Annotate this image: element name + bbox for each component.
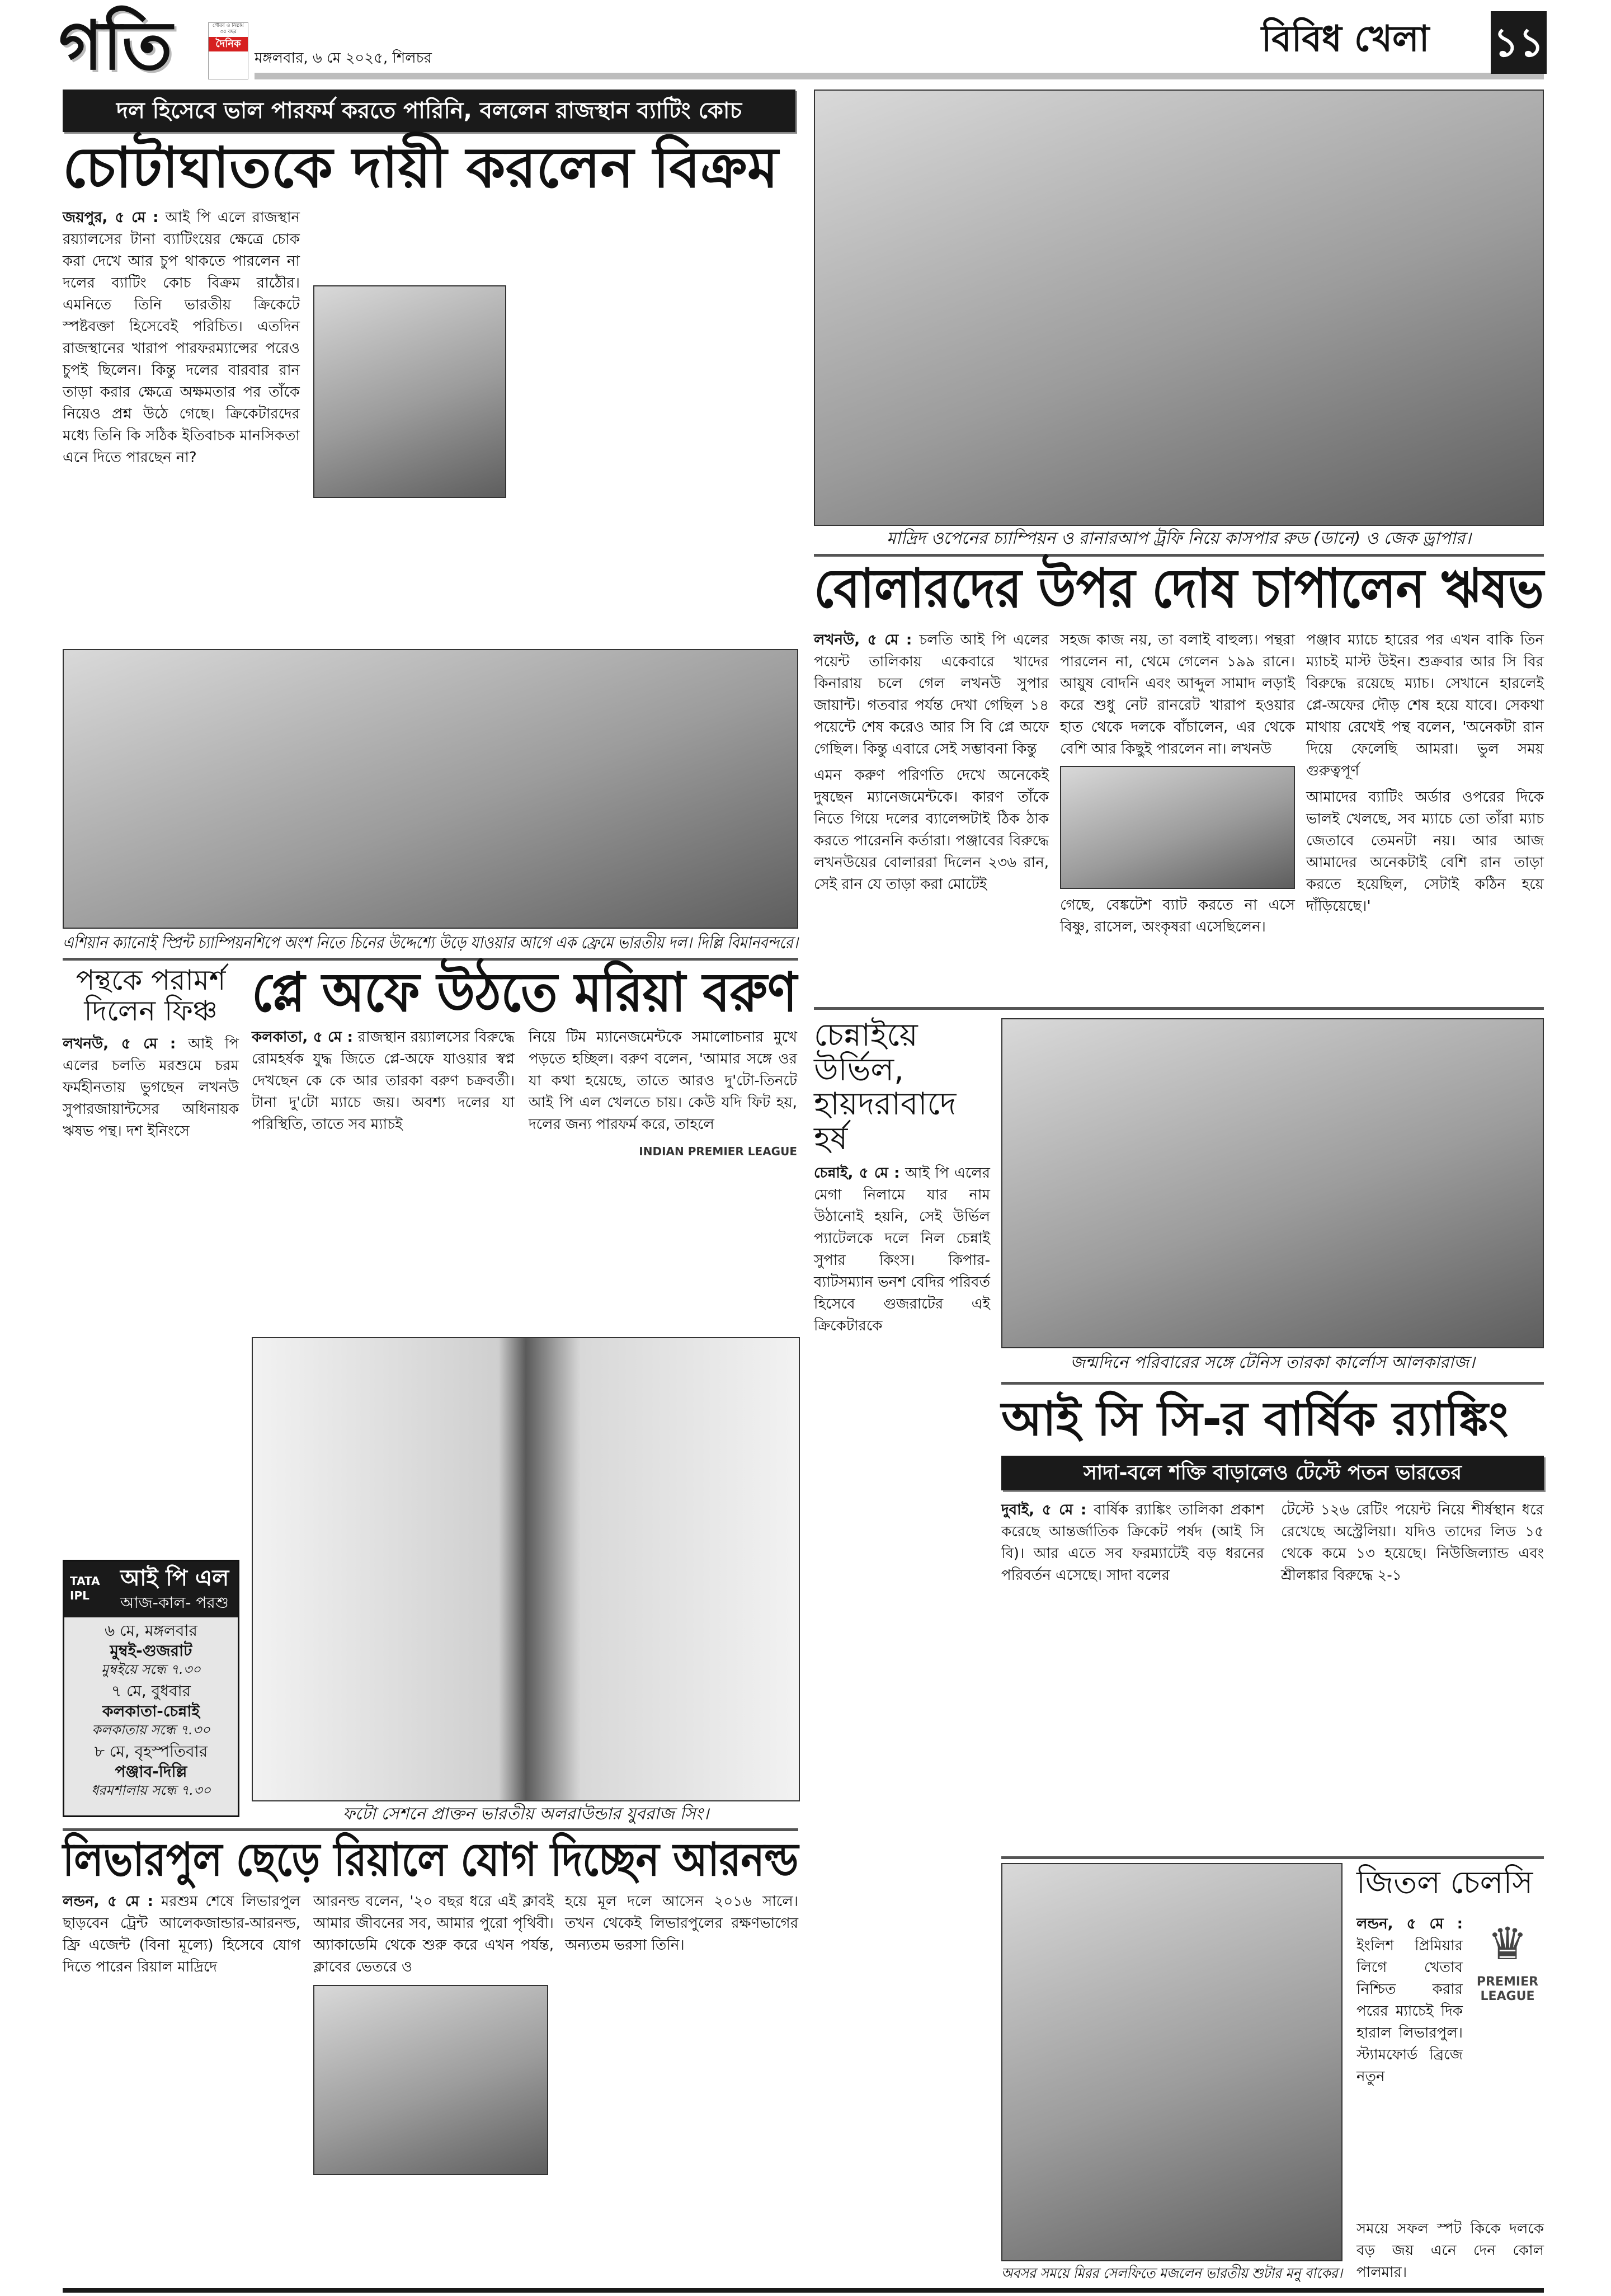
photo-vikram-rathour bbox=[313, 285, 506, 498]
story-urvil bbox=[814, 1018, 990, 1337]
divider bbox=[814, 554, 1544, 557]
photo-caption-text: মাদ্রিদ ওপেনের চ্যাম্পিয়ন ও রানারআপ ট্রফি নিয়ে কাসপার রুড (ডানে) ও জেক ড্রাপার। bbox=[887, 529, 1471, 548]
section-title bbox=[1261, 17, 1480, 62]
article-col-3 bbox=[565, 1891, 798, 1956]
article-text: ইংলিশ প্রিমিয়ার লিগে খেতাব নিশ্চিত করার পরের ম্যাচেই দিক হারাল লিভারপুল। স্ট্যামফোর্ড ব্রিজে নতুন bbox=[1356, 1937, 1463, 2085]
tagline: গৌরব ও নিষ্ঠায় ৩৫ বছর bbox=[212, 23, 244, 35]
article-text: সহজ কাজ নয়, তা বলাই বাহুল্য। পন্থরা পারলেন না, থেমে গেলেন ১৯৯ রানে। আয়ুষ বোদনি এবং আব্দুল সামাদ লড়াই করে শুধু নেট রানরেট খারাপ হওয়ার হাত থেকে দলকে বাঁচালেন, এর থেকে বেশি আর কিছুই পারলেন না। লখনউ bbox=[1060, 632, 1295, 758]
ipl-league-logo: INDIAN PREMIER LEAGUE bbox=[639, 1145, 797, 1158]
photo-caption bbox=[1001, 2265, 1342, 2283]
headline-text: চোটাঘাতকে দায়ী করলেন বিক্রম bbox=[63, 135, 779, 200]
article-dateline: কলকাতা, ৫ মে : bbox=[252, 1029, 354, 1046]
ipl-box-subtitle bbox=[120, 1593, 232, 1613]
headline-pant: পন্থকে পরামর্শ দিলেন ফিঞ্চ bbox=[76, 964, 226, 1027]
article-col-3 bbox=[1306, 629, 1544, 918]
article-dateline: লখনউ, ৫ মে : bbox=[814, 632, 912, 648]
article-text: রাজস্থান রয়্যালসের বিরুদ্ধে রোমহর্ষক যুদ্ধ জিতে প্লে-অফে যাওয়ার স্বপ্ন দেখছেন কে কে আর তারকা বরুণ চক্রবর্তী। টানা দু'টো ম্যাচে জয়। অবশ্য দলের যা পরিস্থিতি, তাতে সব ম্যাচই bbox=[252, 1029, 515, 1133]
article-text: এমন করুণ পরিণতি দেখে অনেকেই দুষছেন ম্যানেজমেন্টকে। কারণ তাঁকে নিতে গিয়ে দলের ব্যালেন্সটাই ঠিক ঠাক করতে পারেননি কর্তারা। পঞ্জাবের বিরুদ্ধে লখনউয়ের বোলাররা দিলেন ২৩৬ রান, সেই রান যে তাড়া করা মোটেই bbox=[814, 767, 1049, 893]
ipl-fixtures-box bbox=[63, 1560, 239, 1817]
subhead-banner bbox=[1001, 1456, 1544, 1490]
photo-caption bbox=[1001, 1353, 1544, 1373]
ipl-box-title bbox=[120, 1565, 232, 1592]
article-body-chelsea bbox=[1356, 1913, 1463, 2088]
article-text: আই পি এলে রাজস্থান রয়্যালসের টানা ব্যাটিংয়ের ক্ষেত্রে চোক করা দেখে আর চুপ থাকতে পারলেন না দলের ব্যাটিং কোচ বিক্রম রাঠৌর। এমনিতে তিনি ভারতীয় ক্রিকেটে স্পষ্টবক্তা হিসেবেই পরিচিত। এতদিন রাজস্থানের খারাপ পারফরম্যান্সের পরেও চুপই ছিলেন। কিন্তু দলের বারবার রান তাড়া করার ক্ষেত্রে অক্ষমতার পর তাঁকে নিয়েও প্রশ্ন উঠে গেছে। ক্রিকেটারদের মধ্যে তিনি কি সঠিক ইতিবাচক মানসিকতা এনে দিতে পারছেন না? bbox=[63, 209, 300, 466]
article-text: মরশুম শেষে লিভারপুল ছাড়বেন ট্রেন্ট আলেকজান্ডার-আরনল্ড, ফ্রি এজেন্ট (বিনা মূল্যে) হিসেবে যোগ দিতে পারেন রিয়াল মাদ্রিদে bbox=[63, 1893, 300, 1975]
headline-text: জিতল চেলসি bbox=[1356, 1865, 1533, 1901]
article-body-vikram bbox=[63, 207, 300, 469]
photo-yuvraj-singh bbox=[252, 1337, 800, 1801]
dateline bbox=[255, 49, 590, 67]
fixture-match: পঞ্জাব-দিল্লি bbox=[115, 1762, 187, 1781]
photo-alexander-arnold bbox=[313, 1985, 548, 2175]
headline-icc bbox=[1001, 1393, 1544, 1445]
ipl-box-title-text: আই পি এল bbox=[120, 1565, 229, 1591]
article-col-1 bbox=[63, 1891, 300, 1978]
article-dateline: জয়পুর, ৫ মে : bbox=[63, 209, 159, 226]
story-pant bbox=[63, 965, 239, 1142]
photo-caption bbox=[63, 933, 798, 953]
fixture bbox=[64, 1681, 238, 1738]
premier-league-logo bbox=[1471, 1913, 1544, 2004]
article-col-2 bbox=[1281, 1499, 1544, 1587]
footer-rule bbox=[63, 2288, 1544, 2293]
photo-madrid-open bbox=[814, 90, 1544, 526]
fixture bbox=[64, 1621, 238, 1678]
lion-icon: ♛ bbox=[1487, 1918, 1528, 1970]
fixture-time: মুম্বইয়ে সন্ধে ৭.৩০ bbox=[101, 1662, 201, 1677]
article-col-1 bbox=[252, 1027, 515, 1136]
divider bbox=[1001, 1856, 1544, 1859]
dainik-badge bbox=[208, 22, 248, 79]
article-text: চলতি আই পি এলের পয়েন্ট তালিকায় একেবারে খাদের কিনারায় চলে গেল লখনউ সুপার জায়ান্ট। গতবার পর্যন্ত দেখা গেছিল ১৪ পয়েন্টে শেষ করেও আর সি বি প্লে অফে গেছিল। কিন্তু এবারে সেই সম্ভাবনা কিন্তু bbox=[814, 632, 1049, 758]
photo-caption-text: জন্মদিনে পরিবারের সঙ্গে টেনিস তারকা কার্লোস আলকারাজ। bbox=[1070, 1353, 1475, 1372]
divider bbox=[63, 958, 798, 961]
article-text: আরনল্ড বলেন, '২০ বছর ধরে এই ক্লাবই আমার জীবনের সব, আমার পুরো পৃথিবী। অ্যাকাডেমি থেকে শুরু করে এখন পর্যন্ত, ক্লাবের ভেতরে ও bbox=[313, 1893, 554, 1975]
headline-text: প্লে অফে উঠতে মরিয়া বরুণ bbox=[252, 961, 797, 1024]
photo-caption-text: ফটো সেশনে প্রাক্তন ভারতীয় অলরাউন্ডার যুবরাজ সিং। bbox=[342, 1804, 709, 1824]
article-dateline: লন্ডন, ৫ মে : bbox=[1356, 1916, 1463, 1932]
article-col-1 bbox=[1001, 1499, 1264, 1587]
headline-varun bbox=[252, 963, 797, 1023]
fixture bbox=[64, 1742, 238, 1799]
headline-vikram bbox=[63, 137, 798, 199]
dainik-label bbox=[209, 37, 248, 51]
headline-text: বোলারদের উপর দোষ চাপালেন ঋষভ bbox=[814, 557, 1544, 620]
premier-league-wordmark: PREMIER LEAGUE bbox=[1476, 1975, 1539, 2003]
article-col-1 bbox=[814, 629, 1049, 896]
photo-caption bbox=[252, 1804, 800, 1824]
photo-rishabh-pant bbox=[1060, 766, 1295, 889]
article-text: আই পি এলের মেগা নিলামে যার নাম উঠানোই হয়নি, সেই উর্ভিল প্যাটেলকে দলে নিল চেন্নাই সুপার কিংস। কিপার-ব্যাটসম্যান ভনশ বেদির পরিবর্ত হিসেবে গুজরাটের এই ক্রিকেটারকে bbox=[814, 1165, 990, 1335]
photo-manu-bhaker bbox=[1001, 1863, 1342, 2261]
fixture-match: মুম্বই-গুজরাট bbox=[110, 1641, 192, 1660]
kicker-text: দল হিসেবে ভাল পারফর্ম করতে পারিনি, বললেন রাজস্থান ব্যাটিং কোচ bbox=[116, 98, 742, 124]
article-text: নিয়ে টিম ম্যানেজমেন্টকে সমালোচনার মুখে পড়তে হচ্ছিল। বরুণ বলেন, 'আমার সঙ্গে ওর যা কথা হয়েছে, তাতে আরও দু'টো-তিনটে আই পি এল খেলতে চায়। কেউ যদি ফিট হয়, দলের জন্য পারফর্ম করে, তাহলে bbox=[529, 1029, 797, 1133]
article-text: বার্ষিক র‍্যাঙ্কিং তালিকা প্রকাশ করেছে আন্তর্জাতিক ক্রিকেট পর্ষদ (আই সি বি)। আর এতে সব ফরম্যাটেই বড় ধরনের পরিবর্তন এসেছে। সাদা বলের bbox=[1001, 1502, 1265, 1584]
article-dateline: লন্ডন, ৫ মে : bbox=[63, 1893, 153, 1910]
fixture-day: ৮ মে, বৃহস্পতিবার bbox=[94, 1742, 208, 1761]
photo-caption-text: অবসর সময়ে মিরর সেলফিতে মজলেন ভারতীয় শুটার মনু বাকের। bbox=[1001, 2265, 1343, 2282]
article-text: গেছে, বেঙ্কটেশ ব্যাট করতে না এসে বিষ্ণু, রাসেল, অংকৃষরা এসেছিলেন। bbox=[1060, 897, 1295, 935]
fixture-time: কলকাতায় সন্ধে ৭.৩০ bbox=[92, 1722, 210, 1738]
divider bbox=[814, 1007, 1544, 1010]
article-dateline: চেন্নাই, ৫ মে : bbox=[814, 1165, 900, 1182]
article-text: টেস্টে ১২৬ রেটিং পয়েন্ট নিয়ে শীর্ষস্থান ধরে রেখেছে অস্ট্রেলিয়া। যদিও তাদের লিড ১৫ থেকে কমে ১৩ হয়েছে। নিউজিল্যান্ড এবং শ্রীলঙ্কার বিরুদ্ধে ২-১ bbox=[1281, 1502, 1544, 1584]
article-text: আই পি এলের চলতি মরশুমে চরম ফর্মহীনতায় ভুগছেন লখনউ সুপারজায়ান্টসের অধিনায়ক ঋষভ পন্থ। দশ ইনিংসে bbox=[63, 1036, 239, 1140]
headline-text: লিভারপুল ছেড়ে রিয়ালে যোগ দিচ্ছেন আরনল্ড bbox=[63, 1833, 799, 1886]
article-ending-chelsea bbox=[1356, 2218, 1544, 2284]
fixture-time: ধরমশালায় সন্ধে ৭.৩০ bbox=[91, 1782, 211, 1798]
photo-canoe-team bbox=[63, 649, 798, 929]
headline-rishabh bbox=[814, 559, 1544, 619]
headline-urvil: চেন্নাইয়ে উর্ভিল, হায়দরাবাদে হর্ষ bbox=[814, 1017, 957, 1157]
ipl-logo: TATA IPL bbox=[70, 1574, 100, 1602]
headline-text: আই সি সি-র বার্ষিক র‍্যাঙ্কিং bbox=[1001, 1391, 1509, 1446]
fixture-match: কলকাতা-চেন্নাই bbox=[102, 1702, 200, 1720]
headline-chelsea bbox=[1356, 1866, 1544, 1900]
header-rule bbox=[255, 73, 1544, 79]
newspaper-logo bbox=[59, 7, 201, 85]
article-col-2 bbox=[1060, 629, 1295, 938]
divider bbox=[1001, 1382, 1544, 1385]
divider bbox=[63, 1828, 798, 1831]
article-body-urvil bbox=[814, 1163, 990, 1337]
article-text: হয়ে মূল দলে আসেন ২০১৬ সালে। তখন থেকেই লিভারপুলের রক্ষণভাগের অন্যতম ভরসা তিনি। bbox=[565, 1893, 798, 1954]
article-col-2 bbox=[529, 1027, 797, 1158]
section-title-text: বিবিধ খেলা bbox=[1261, 18, 1430, 60]
photo-caption-text: এশিয়ান ক্যানোই স্প্রিন্ট চ্যাম্পিয়নশিপে অংশ নিতে চিনের উদ্দেশ্যে উড়ে যাওয়ার আগে এক ফ্রেমে ভারতীয় দল। দিল্লি বিমানবন্দরে। bbox=[63, 933, 798, 953]
article-text: পঞ্জাব ম্যাচে হারের পর এখন বাকি তিন ম্যাচই মাস্ট উইন। শুক্রবার আর সি বির বিরুদ্ধে রয়েছে ম্যাচ। সেখানে হারলেই প্লে-অফের দৌড় শেষ হয়ে যাবে। সেকথা মাথায় রেখেই পন্থ বলেন, 'অনেকটা রান দিয়ে ফেলেছি আমরা। ভুল সময় গুরুত্বপূর্ণ bbox=[1306, 632, 1544, 779]
fixture-day: ৬ মে, মঙ্গলবার bbox=[105, 1621, 197, 1640]
article-body-pant bbox=[63, 1033, 239, 1142]
article-text: আমাদের ব্যাটিং অর্ডার ওপরের দিকে ভালই খেলছে, সব ম্যাচে তো তাঁরা ম্যাচ জেতাবে তেমনটা নয়। আর আজ আমাদের অনেকটাই বেশি রান তাড়া করতে হয়েছিল, সেটাই কঠিন হয়ে দাঁড়িয়েছে।' bbox=[1306, 789, 1544, 915]
subhead-text: সাদা-বলে শক্তি বাড়ালেও টেস্টে পতন ভারতের bbox=[1083, 1461, 1462, 1484]
fixture-day: ৭ মে, বুধবার bbox=[111, 1682, 191, 1700]
kicker-banner bbox=[63, 90, 795, 132]
dainik-label-text: দৈনিক bbox=[215, 38, 241, 50]
page-number: ১১ bbox=[1491, 11, 1547, 74]
article-dateline: লখনউ, ৫ মে : bbox=[63, 1036, 176, 1052]
photo-caption bbox=[814, 529, 1544, 549]
article-text: সময়ে সফল স্পট কিকে দলকে বড় জয় এনে দেন কোল পালমার। bbox=[1356, 2220, 1544, 2281]
photo-alcaraz-family bbox=[1001, 1018, 1544, 1348]
dateline-text: মঙ্গলবার, ৬ মে ২০২৫, শিলচর bbox=[255, 50, 432, 67]
newspaper-logo-text: গতি bbox=[59, 7, 173, 85]
headline-liverpool bbox=[63, 1835, 798, 1885]
article-dateline: দুবাই, ৫ মে : bbox=[1001, 1502, 1087, 1518]
ipl-box-subtitle-text: আজ-কাল- পরশু bbox=[120, 1593, 229, 1612]
article-col-2 bbox=[313, 1891, 554, 2175]
